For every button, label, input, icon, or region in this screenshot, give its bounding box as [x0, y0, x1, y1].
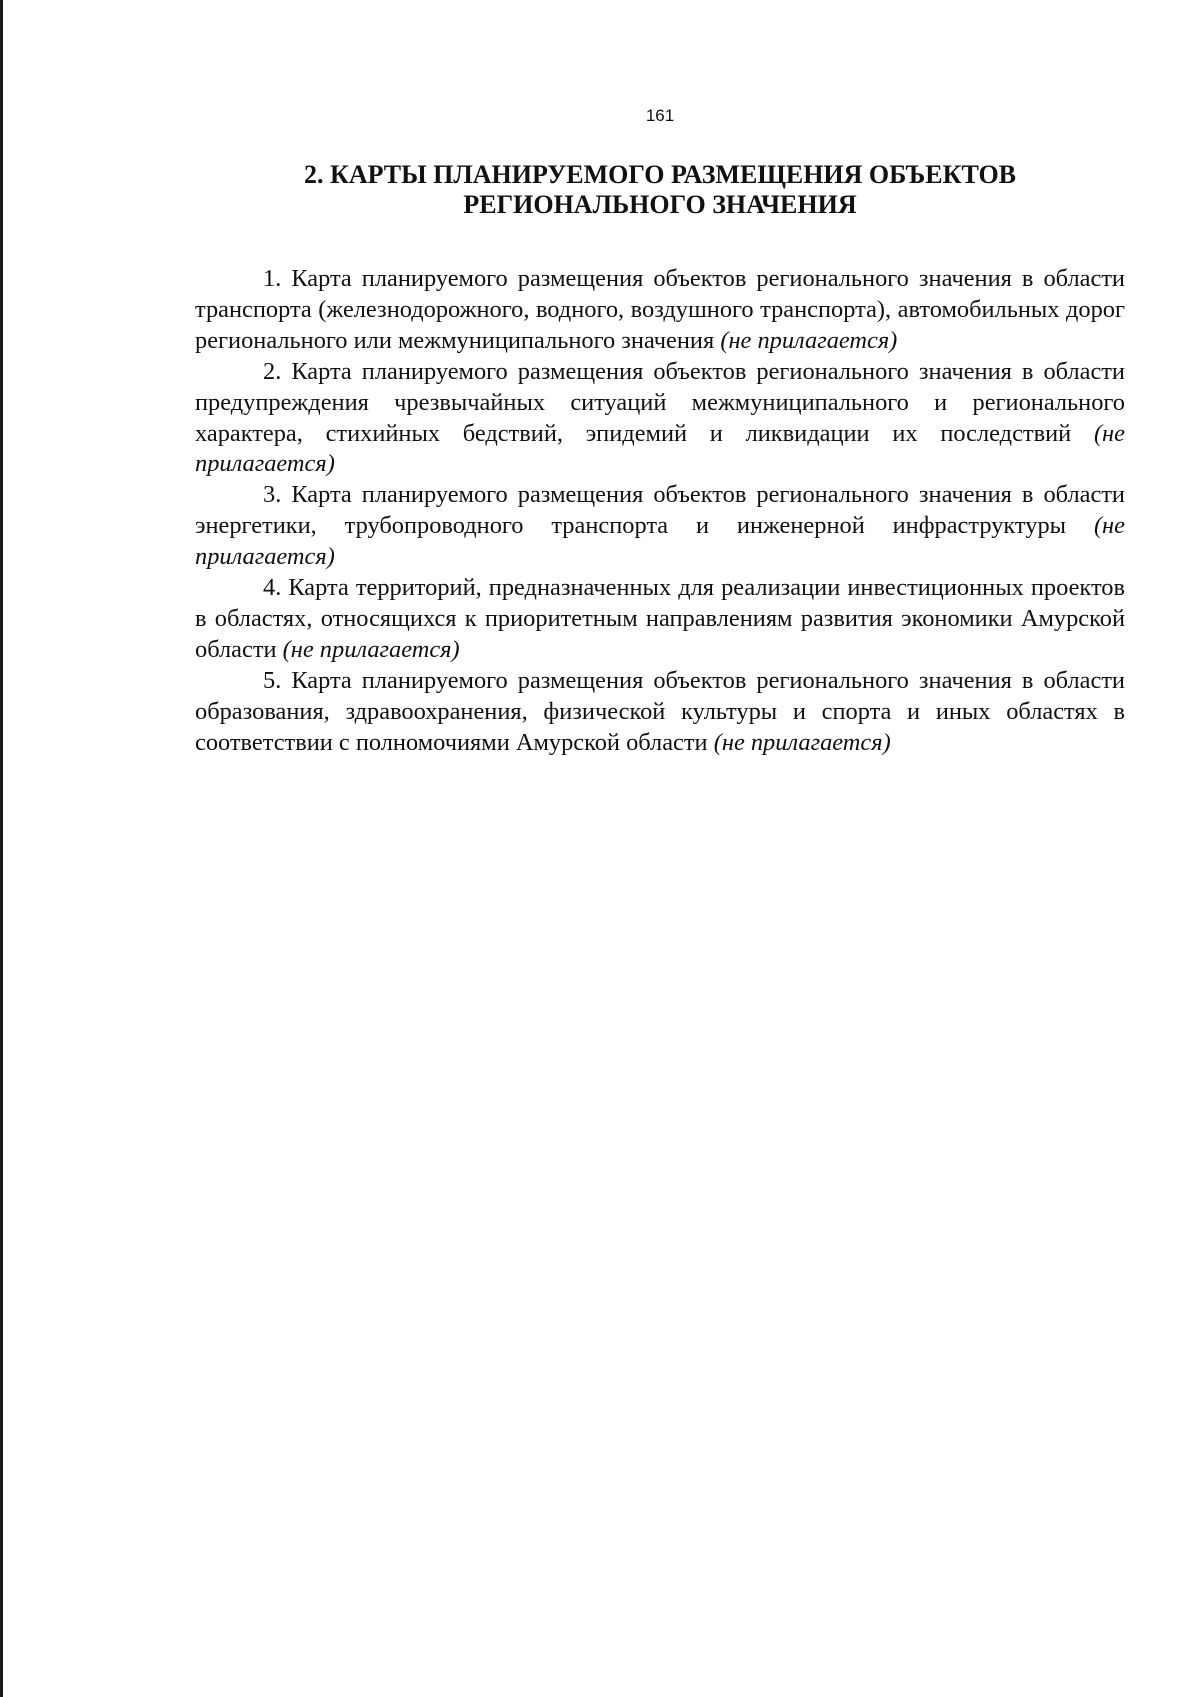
- list-item-text: 2. Карта планируемого размещения объектов регионального значения в области предупреждения чрезвычайных ситуаций межмуниципального и регионального характера, стихийных бедствий, эпидемий и ликвидации их последствий: [195, 357, 1125, 447]
- not-attached-note: (не прилагается): [720, 326, 898, 354]
- list-item-text: 1. Карта планируемого размещения объектов регионального значения в области транспорта (железнодорожного, водного, воздушного транспорта), автомобильных дорог регионального или межмуниципального значения: [195, 265, 1125, 354]
- section-heading-line-1: 2. КАРТЫ ПЛАНИРУЕМОГО РАЗМЕЩЕНИЯ ОБЪЕКТОВ: [303, 160, 1017, 189]
- not-attached-note: (не прилагается): [713, 728, 891, 756]
- not-attached-note: (не прилагается): [195, 512, 1125, 571]
- page-number: 161: [645, 106, 675, 125]
- list-item: [195, 666, 1125, 759]
- not-attached-note: (не прилагается): [195, 419, 1125, 478]
- list-item-text: 4. Карта территорий, предназначенных для реализации инвестиционных проектов в областях, относящихся к приоритетным направлениям развития экономики Амурской области: [195, 574, 1125, 663]
- list-item: [195, 357, 1125, 481]
- list-item-text: 3. Карта планируемого размещения объектов регионального значения в области энергетики, трубопроводного транспорта и инженерной инфраструктуры: [195, 481, 1125, 540]
- list-item: [195, 264, 1125, 357]
- scan-edge: [0, 0, 3, 1697]
- section-heading: [195, 160, 1125, 220]
- list-item-text: 5. Карта планируемого размещения объектов регионального значения в области образования, здравоохранения, физической культуры и спорта и иных областях в соответствии с полномочиями Амурской области: [195, 666, 1125, 756]
- not-attached-note: (не прилагается): [282, 635, 460, 663]
- section-heading-line-2: РЕГИОНАЛЬНОГО ЗНАЧЕНИЯ: [463, 190, 857, 219]
- list-item: [195, 573, 1125, 666]
- list-item: [195, 480, 1125, 573]
- map-list: [195, 264, 1125, 759]
